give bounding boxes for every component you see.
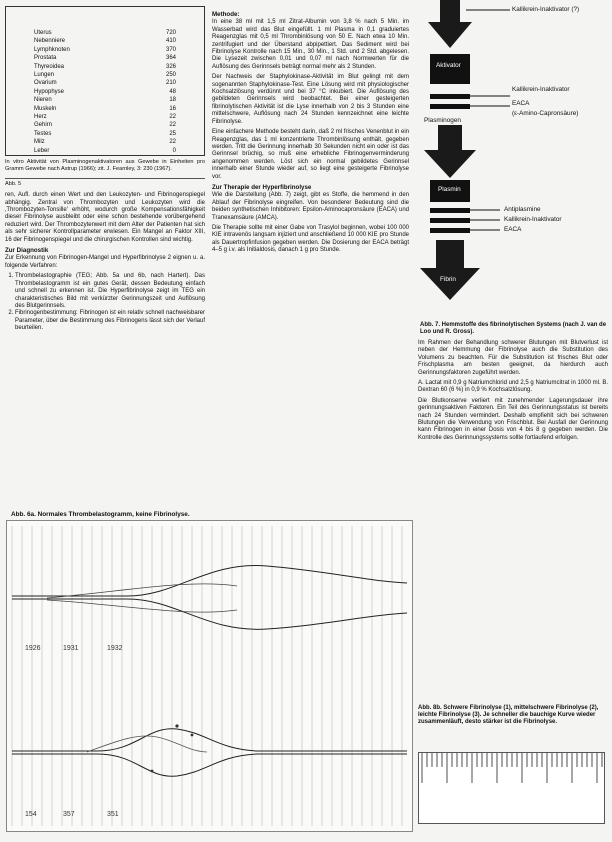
mid-paragraph-2: Der Nachweis der Staphylokinase-Aktivität im Blut gelingt mit dem sogenannten Staphylokinase-Test. Eine Lösung wird mit physiologischer Kochsalzlösung verdünnt und bei 37 °C inkubiert. Die Auflösung des gebildeten Gerinnsels wird beobachtet. Bei einer gesteigerten fibrinolytischen Aktivität ist die Lyse innerhalb von 2 bis 3 Stunden eine mittelschwere, Auflösung nach 24 Stunden kennzeichnet eine leichte Fibrinolyse. [212, 74, 409, 125]
fibrinolysis-diagram [400, 0, 612, 320]
table-row [34, 138, 176, 146]
figure-8-caption: Abb. 8b. Schwere Fibrinolyse (1), mittelschwere Fibrinolyse (2), leichte Fibrinolyse (3). Je schneller die bauchige Kurve wieder zusammenläuft, desto stärker ist die Fibrinolyse. [418, 705, 599, 725]
organ-cell: Uterus [34, 30, 52, 36]
organ-cell: Milz [34, 139, 45, 146]
value-cell: 250 [165, 72, 176, 79]
value-cell: 370 [165, 46, 176, 53]
table-row [34, 79, 176, 87]
trace-dot [175, 724, 178, 727]
trace-tick-label: 1932 [107, 645, 123, 652]
inhibitor-bar [430, 104, 470, 109]
trace-tick-label: 357 [63, 811, 75, 818]
organ-cell: Herz [34, 114, 47, 121]
organ-cell: Nebenniere [34, 38, 66, 45]
trace-curve [87, 736, 207, 752]
value-cell: 22 [169, 122, 176, 129]
value-cell: 210 [165, 80, 176, 87]
divider [5, 178, 205, 179]
left-intro: ren, Aufl. durch einen Wert und den Leukozyten- und Fibrinogenspiegel abhängig. Zentral von Thrombozyten und Leukozyten wird die ‚Thrombozyten-Tonsille' erhöht, wodurch große Kompensationsfähigkeit dieser Fibrinolyse ausbleibt oder eine schon bestehende vorübergehend reduziert wird. Der Thrombozytenwert mit dem Alter der Patienten hat sich als sehr sicherer Kontrollparameter erwiesen. Ein Mangel an Faktor XIII, 16 der Fibrinogenspiegel und die chirurgischen Kontrollen sind wichtig. [5, 192, 205, 243]
figure-7-caption: Abb. 7. Hemmstoffe des fibrinolytischen Systems (nach J. van de Loo und R. Gross). [420, 322, 607, 335]
organ-cell: Testes [34, 130, 52, 137]
abb5-label: Abb. 5 [5, 180, 22, 187]
value-cell: 18 [169, 97, 176, 104]
label-eaca-2: EACA [504, 226, 522, 233]
right-column-text [418, 340, 608, 445]
label-eaca-full: (ε-Amino-Capronsäure) [512, 110, 579, 117]
table-row [34, 121, 176, 129]
arrow-shape [428, 0, 472, 48]
trace-dot [151, 770, 154, 773]
arrow-shape [424, 125, 476, 178]
label-antiplasmine: Antiplasmine [504, 206, 541, 213]
trace-caption: Abb. 6a. Normales Thrombelastogramm, keine Fibrinolyse. [11, 511, 190, 518]
left-paragraph-2: Zur Erkennung von Fibrinogen-Mangel und Hyperfibrinolyse 2 eignen u. a. folgende Verfahren: [5, 255, 205, 269]
inhibitor-bar [430, 228, 470, 233]
mid-paragraph-5: Die Therapie sollte mit einer Gabe von Trasylol beginnen, wobei 100 000 KIE intravenös langsam injiziert und anschließend 10 000 KIE pro Stunde als Dauertropfinfusion gegeben werden. Die Dosierung der EACA beträgt 4–5 g i.v. als Initialdosis, danach 1 g pro Stunde. [212, 224, 409, 254]
value-cell: 410 [165, 38, 176, 45]
aktivator-box [430, 54, 470, 84]
list-item: 2. Fibrinogenbestimmung: Fibrinogen ist ein relativ schnell nachweisbarer Parameter, über die Bestimmung des Fibrinogens lässt sich der Verlauf beurteilen. [15, 310, 205, 332]
table-row [34, 63, 176, 71]
trace-curve [12, 599, 407, 629]
trace-dot [191, 734, 194, 737]
table-row [34, 147, 176, 155]
heading-diagnostik: Zur Diagnostik [5, 247, 49, 255]
mid-paragraph-1: In eine 38 ml mit 1,5 ml Zitrat-Albumin von 3,8 % nach 5 Min. im Wasserbad wird das Blut eingefüllt. 1 ml Plasma in 0,1 graduiertes Reagenzglas mit 0,5 ml Thrombinlösung von 50 E. Nach etwa 10 Min. zentrifugiert und der Überstand abpipettiert. Das Sediment wird bei Fibrinolyse Kontrolle nach 15 Min., 30 Min., 1 Std. und 2 Std. abgelesen. Die Lysezeit zwischen 0,01 und 0,07 ml nach Normwerten für die Auflösung des Gerinnsels beträgt normal mehr als 2 Stunden. [212, 19, 409, 70]
table-row [34, 105, 176, 113]
organ-cell: Prostata [34, 55, 57, 62]
mid-paragraph-3: Eine einfachere Methode besteht darin, daß 2 ml frisches Venenblut in ein Reagenzglas, das 1 ml konzentrierte Thrombinlösung enthält, gegeben werden. Tritt die Gerinnung innerhalb 30 Sekunden nicht ein oder ist das Gerinnsel brüchig, so muß eine erhebliche Fibrinogenverminderung angenommen werden. Löst sich ein normal gebildetes Gerinnsel innerhalb einer Stunde wieder auf, so liegt eine gesteigerte Fibrinolyse vor. [212, 129, 409, 180]
organ-cell: Gehirn [34, 122, 53, 129]
table-row [34, 46, 176, 54]
table-caption: In vitro Aktivität von Plasminogenaktivatoren aus Gewebe in Einheiten pro Gramm Gewebe nach Astrup (1966); zit. J. Fearnley, 3: 230 (1967). [5, 159, 205, 173]
organ-cell: Hypophyse [34, 88, 65, 95]
table-row [34, 29, 176, 37]
value-cell: 326 [165, 63, 176, 70]
ruler-strip [418, 752, 605, 824]
value-cell: 364 [165, 55, 176, 62]
value-cell: 16 [169, 105, 176, 112]
organ-cell: Muskeln [34, 105, 57, 112]
trace-curve [12, 729, 407, 751]
organ-cell: Nieren [34, 97, 52, 104]
label-kallikrein-3: Kallikrein-Inaktivator [504, 216, 562, 223]
trace-graphic [7, 521, 412, 831]
right-paragraph-3: Die Blutkonserve verliert mit zunehmender Lagerungsdauer ihre gerinnungsaktiven Faktoren. Ein Teil des Gerinnungsstatus ist bereits nach 24 Stunden vermindert. Deshalb empfiehlt sich bei schweren Blutungen die Verwendung von Frischblut. Bei Ausfall der Gerinnung kann Fibrinogen in einer Dosis von 4 bis 8 g gegeben werden. Die Kontrolle des Gerinnungssystems sollte fortlaufend erfolgen. [418, 397, 608, 441]
trace-tick-label: 351 [107, 811, 119, 818]
mid-paragraph-4: Wie die Darstellung (Abb. 7) zeigt, gibt es Stoffe, die hemmend in den Ablauf der Fibrinolyse eingreifen. Von besonderer Bedeutung sind die beiden synthetischen Inhibitoren: Epsilon-Aminocapronsäure (EACA) und Tranexamsäure (AMCA). [212, 192, 409, 221]
label-kallikrein-1: Kallikrein-Inaktivator (?) [512, 6, 580, 13]
label-aktivator: Aktivator [436, 62, 461, 69]
right-paragraph-2: A. Lactat mit 0,9 g Natriumchlorid und 2,5 g Natriumcitrat in 1000 ml. B. Dextran 60 (6 %) in 0,9 % Kochsalzlösung. [418, 380, 608, 394]
organ-cell: Leber [34, 147, 50, 154]
table-row [34, 113, 176, 121]
inhibitor-bar [430, 218, 470, 223]
label-plasmin: Plasmin [438, 186, 461, 193]
organ-cell: Lymphknoten [34, 46, 70, 53]
heading-methode: Methode: [212, 11, 240, 18]
trace-tick-label: 1926 [25, 645, 41, 652]
thrombelastogram-figure [6, 511, 413, 832]
ruler-graphic [419, 753, 604, 823]
label-fibrin: Fibrin [440, 276, 456, 283]
value-cell: 22 [169, 114, 176, 121]
middle-column [212, 8, 409, 258]
heading-therapie: Zur Therapie der Hyperfibrinolyse [212, 183, 312, 191]
value-cell: 22 [169, 139, 176, 146]
value-cell: 720 [165, 30, 176, 36]
inhibitor-bar [430, 94, 470, 99]
table-row [34, 130, 176, 138]
inhibitor-bar [430, 208, 470, 213]
right-paragraph-1: Im Rahmen der Behandlung schwerer Blutungen mit Blutverlust ist neben der Hemmung der Fibrinolyse auch die Substitution des Volumens zu beachten. Für die Substitution ist frisches Blut oder Frischplasma am besten geeignet, da hierdurch auch Gerinnungsfaktoren zugeführt werden. [418, 340, 608, 376]
trace-tick-label: 1931 [63, 645, 79, 652]
table-row [34, 71, 176, 79]
table-row [34, 54, 176, 62]
label-eaca: EACA [512, 100, 530, 107]
organ-cell: Ovarium [34, 80, 57, 87]
trace-curve [12, 754, 407, 776]
left-column [5, 6, 205, 333]
value-cell: 0 [172, 147, 176, 154]
table-row [34, 88, 176, 96]
organ-cell: Lungen [34, 72, 55, 79]
list-item: 1. Thrombelastographie (TEG; Abb. 5a und 6b, nach Hartert). Das Thrombelastogramm ist ein gutes Gerät, dessen Bedeutung einfach und schnell zu erkennen ist. Die Hyperfibrinolyse zeigt im TEG ein charakteristisches Bild mit verkürzter Gerinnungszeit und Auflösung des Blutgerinnsels. [15, 273, 205, 310]
trace-curve [12, 566, 407, 596]
arrow-shape [420, 240, 480, 300]
label-plasminogen: Plasminogen [424, 117, 461, 124]
trace-tick-label: 154 [25, 811, 37, 818]
diagnostic-list [5, 273, 205, 332]
table-row [34, 37, 176, 45]
label-kallikrein-2: Kallikrein-Inaktivator [512, 86, 570, 93]
activator-table [5, 6, 205, 156]
organ-cell: Thyreoidea [34, 63, 65, 70]
table-row [34, 96, 176, 104]
figure-7 [400, 0, 612, 335]
value-cell: 48 [169, 88, 176, 95]
value-cell: 25 [169, 130, 176, 137]
